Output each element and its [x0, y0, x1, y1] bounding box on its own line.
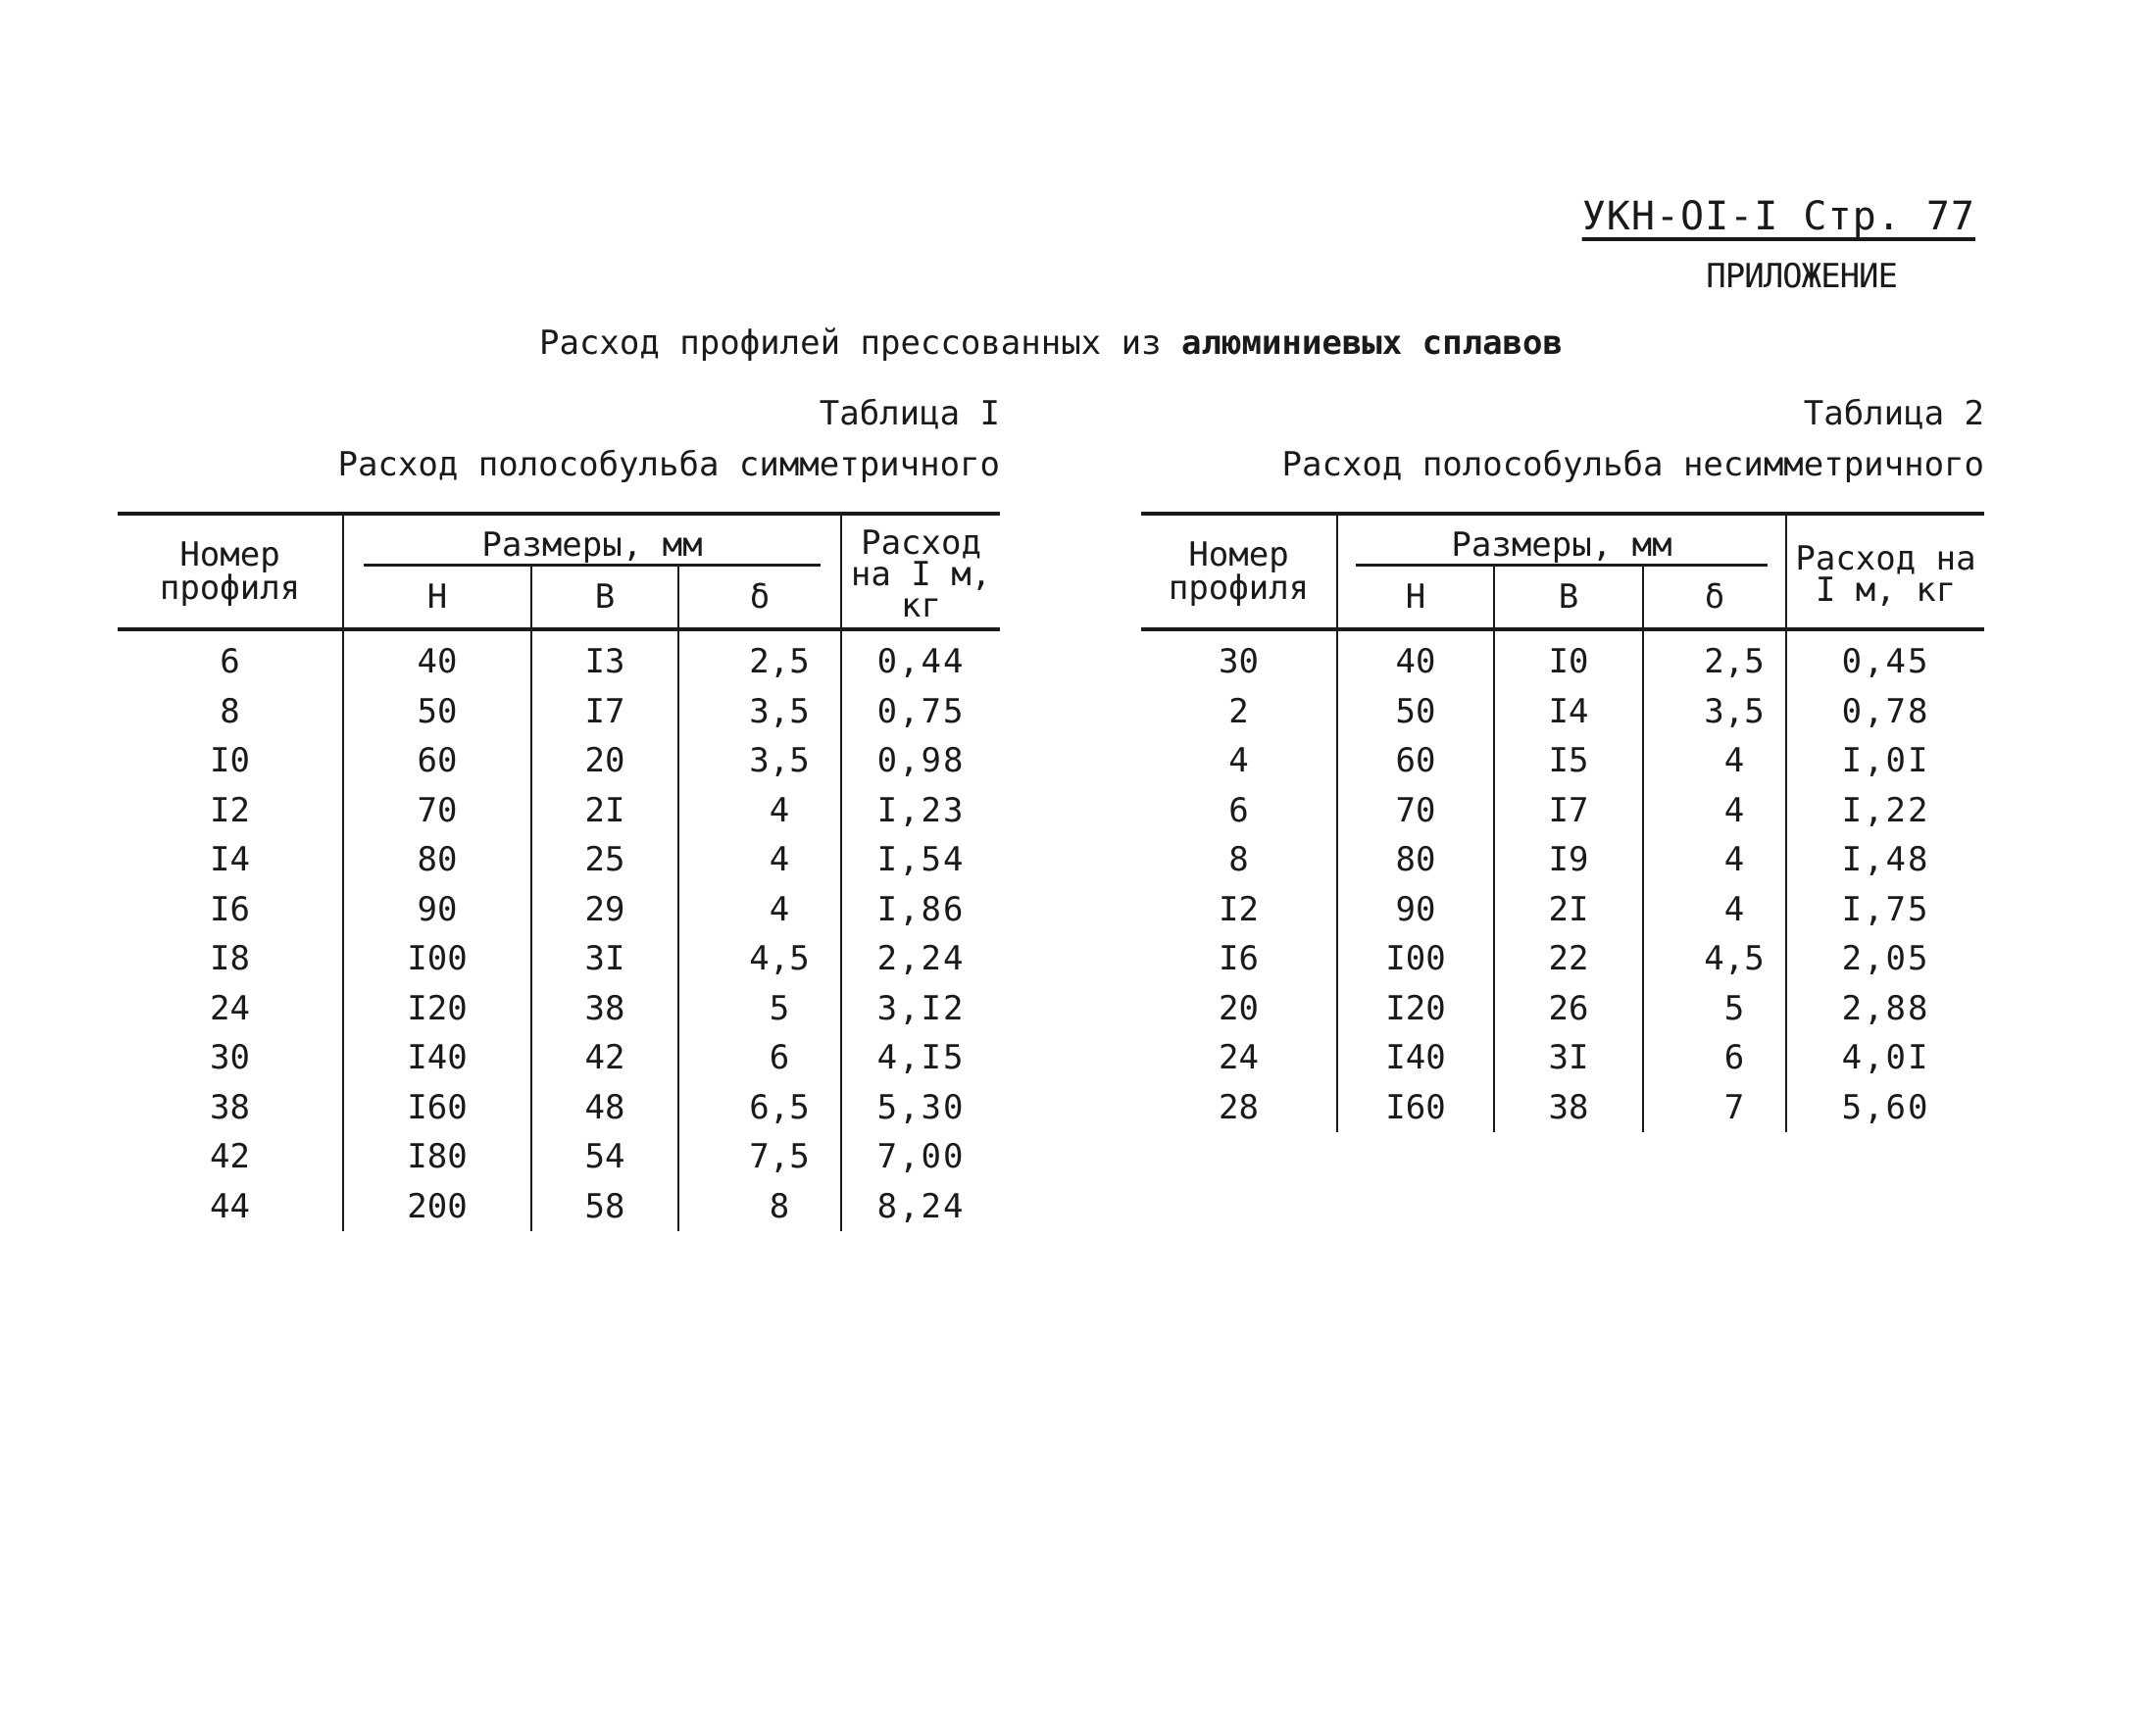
cell-s: 6 [1643, 1033, 1786, 1083]
table-row [1141, 984, 1984, 1034]
cell-profile-no: I2 [210, 790, 250, 830]
cell-b: 2I [1494, 885, 1643, 935]
cell-s: 3,5 [1643, 687, 1786, 737]
cell-h: 90 [1337, 885, 1494, 935]
cell-profile-no: 42 [210, 1137, 250, 1177]
page-title-text: Расход профилей прессованных из [539, 323, 1182, 363]
cell-b: I7 [531, 687, 678, 737]
page-title [539, 323, 1563, 363]
cell-profile-no: 4 [1228, 741, 1249, 781]
cell-h: 80 [343, 835, 531, 885]
cell-h: 40 [343, 629, 531, 687]
cell-s: 4 [678, 786, 841, 836]
cell-profile-no: 28 [1219, 1087, 1259, 1127]
cell-consumption: I,54 [841, 835, 1000, 885]
cell-consumption: I,48 [1786, 835, 1984, 885]
cell-consumption: 2,24 [841, 934, 1000, 984]
page-title-bold-text: алюминиевых сплавов [1181, 323, 1563, 363]
cell-profile-no: I6 [210, 889, 250, 929]
cell-profile-no: 8 [1228, 840, 1249, 880]
cell-profile-no: 30 [1219, 642, 1259, 682]
cell-h: 70 [343, 786, 531, 836]
column-group-dimensions [1337, 514, 1786, 567]
cell-s: 4 [1643, 835, 1786, 885]
column-group-dimensions-label: Размеры, мм [364, 528, 821, 567]
cell-s: 3,5 [678, 687, 841, 737]
cell-b: 3I [1494, 1033, 1643, 1083]
cell-s: 6,5 [678, 1083, 841, 1133]
cell-consumption: I,75 [1786, 885, 1984, 935]
cell-profile-no: 2 [1228, 691, 1249, 731]
cell-b: I4 [1494, 687, 1643, 737]
table-row [118, 984, 1000, 1034]
cell-consumption: I,23 [841, 786, 1000, 836]
cell-profile-no: 24 [210, 988, 250, 1028]
cell-h: 200 [343, 1182, 531, 1232]
cell-profile-no: 30 [210, 1038, 250, 1078]
column-group-dimensions-label: Размеры, мм [1356, 528, 1768, 567]
table-1 [118, 512, 1000, 1231]
cell-consumption: 0,75 [841, 687, 1000, 737]
cell-s: 4 [1643, 786, 1786, 836]
cell-b: I7 [1494, 786, 1643, 836]
cell-h: I80 [343, 1132, 531, 1182]
cell-consumption: I,86 [841, 885, 1000, 935]
cell-consumption: 7,00 [841, 1132, 1000, 1182]
table-row [1141, 629, 1984, 687]
cell-profile-no: I6 [1219, 939, 1259, 979]
table-1-caption: Расход полособульба симметричного [337, 445, 1000, 484]
table-row [118, 885, 1000, 935]
table-row [118, 835, 1000, 885]
cell-s: 7 [1643, 1083, 1786, 1133]
cell-consumption: 5,60 [1786, 1083, 1984, 1133]
cell-s: 4 [1643, 736, 1786, 786]
column-header-h: Н [343, 567, 531, 629]
cell-h: I00 [343, 934, 531, 984]
table-2-caption: Расход полособульба несимметричного [1281, 445, 1984, 484]
table-row [118, 736, 1000, 786]
cell-h: I20 [343, 984, 531, 1034]
cell-consumption: 8,24 [841, 1182, 1000, 1232]
table-2 [1141, 512, 1984, 1132]
table-row [1141, 934, 1984, 984]
cell-consumption: 0,98 [841, 736, 1000, 786]
cell-s: 2,5 [678, 629, 841, 687]
cell-profile-no: 6 [1228, 790, 1249, 830]
cell-profile-no: I8 [210, 939, 250, 979]
cell-h: I20 [1337, 984, 1494, 1034]
table-row [118, 1033, 1000, 1083]
cell-h: 80 [1337, 835, 1494, 885]
cell-s: 2,5 [1643, 629, 1786, 687]
cell-b: 48 [531, 1083, 678, 1133]
cell-s: 7,5 [678, 1132, 841, 1182]
column-header-b: В [1494, 567, 1643, 629]
table-row [1141, 1033, 1984, 1083]
cell-consumption: I,0I [1786, 736, 1984, 786]
table-row [1141, 736, 1984, 786]
column-group-dimensions [343, 514, 841, 567]
cell-h: I60 [1337, 1083, 1494, 1133]
cell-h: I40 [1337, 1033, 1494, 1083]
cell-b: 58 [531, 1182, 678, 1232]
table-row [118, 1083, 1000, 1133]
table-2-block [1141, 390, 1984, 1132]
cell-consumption: 5,30 [841, 1083, 1000, 1133]
cell-b: I9 [1494, 835, 1643, 885]
document-reference: УКН-OI-I Стр. 77 [1581, 194, 1975, 239]
cell-b: 2I [531, 786, 678, 836]
cell-h: 40 [1337, 629, 1494, 687]
cell-s: 8 [678, 1182, 841, 1232]
cell-h: 60 [343, 736, 531, 786]
cell-profile-no: 24 [1219, 1038, 1259, 1078]
cell-consumption: 0,44 [841, 629, 1000, 687]
cell-h: 90 [343, 885, 531, 935]
cell-b: 42 [531, 1033, 678, 1083]
table-2-number: Таблица 2 [1803, 394, 1984, 433]
cell-profile-no: I2 [1219, 889, 1259, 929]
cell-b: I0 [1494, 629, 1643, 687]
table-row [118, 687, 1000, 737]
cell-h: 70 [1337, 786, 1494, 836]
cell-h: 50 [343, 687, 531, 737]
cell-b: 22 [1494, 934, 1643, 984]
cell-b: I5 [1494, 736, 1643, 786]
cell-s: 6 [678, 1033, 841, 1083]
cell-consumption: 3,I2 [841, 984, 1000, 1034]
cell-consumption: 0,78 [1786, 687, 1984, 737]
cell-consumption: 2,05 [1786, 934, 1984, 984]
cell-b: 26 [1494, 984, 1643, 1034]
cell-s: 4 [678, 885, 841, 935]
cell-consumption: 4,I5 [841, 1033, 1000, 1083]
cell-b: 3I [531, 934, 678, 984]
column-header-s: δ [678, 567, 841, 629]
cell-profile-no: 38 [210, 1087, 250, 1127]
cell-s: 4,5 [1643, 934, 1786, 984]
cell-b: 38 [1494, 1083, 1643, 1133]
cell-s: 5 [678, 984, 841, 1034]
table-row [1141, 885, 1984, 935]
cell-profile-no: 6 [220, 642, 240, 682]
cell-h: 50 [1337, 687, 1494, 737]
cell-consumption: 4,0I [1786, 1033, 1984, 1083]
column-header-consumption: Расход на I м, кг [1786, 514, 1984, 629]
cell-b: 38 [531, 984, 678, 1034]
column-header-profile-no: Номер профиля [1141, 514, 1337, 629]
table-row [118, 1182, 1000, 1232]
cell-b: I3 [531, 629, 678, 687]
cell-consumption: 2,88 [1786, 984, 1984, 1034]
cell-s: 4 [678, 835, 841, 885]
cell-s: 5 [1643, 984, 1786, 1034]
cell-profile-no: I0 [210, 741, 250, 781]
cell-s: 4 [1643, 885, 1786, 935]
table-1-number: Таблица I [819, 394, 1000, 433]
cell-b: 54 [531, 1132, 678, 1182]
appendix-label: ПРИЛОЖЕНИЕ [1706, 257, 1897, 296]
cell-s: 3,5 [678, 736, 841, 786]
cell-consumption: I,22 [1786, 786, 1984, 836]
column-header-consumption: Расход на I м, кг [841, 514, 1000, 629]
cell-consumption: 0,45 [1786, 629, 1984, 687]
cell-s: 4,5 [678, 934, 841, 984]
table-1-block [118, 390, 1000, 1231]
column-header-profile-no: Номер профиля [118, 514, 343, 629]
cell-profile-no: 44 [210, 1186, 250, 1226]
table-row [1141, 786, 1984, 836]
table-row [1141, 687, 1984, 737]
column-header-b: В [531, 567, 678, 629]
table-row [118, 786, 1000, 836]
table-row [118, 629, 1000, 687]
column-header-s: δ [1643, 567, 1786, 629]
cell-b: 25 [531, 835, 678, 885]
cell-b: 29 [531, 885, 678, 935]
cell-b: 20 [531, 736, 678, 786]
cell-profile-no: 20 [1219, 988, 1259, 1028]
cell-h: I40 [343, 1033, 531, 1083]
cell-h: 60 [1337, 736, 1494, 786]
table-row [118, 1132, 1000, 1182]
cell-profile-no: 8 [220, 691, 240, 731]
table-row [118, 934, 1000, 984]
cell-profile-no: I4 [210, 840, 250, 880]
table-row [1141, 835, 1984, 885]
cell-h: I00 [1337, 934, 1494, 984]
table-row [1141, 1083, 1984, 1133]
cell-h: I60 [343, 1083, 531, 1133]
column-header-h: Н [1337, 567, 1494, 629]
